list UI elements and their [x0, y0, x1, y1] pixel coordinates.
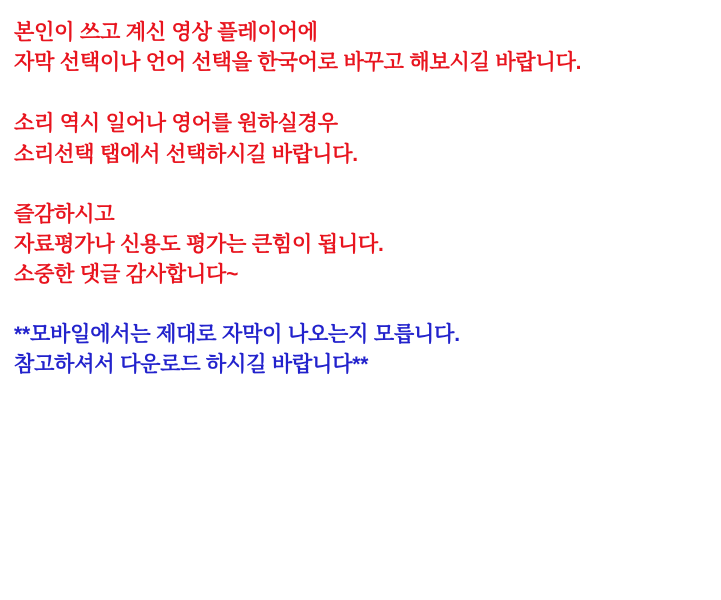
paragraph-thanks — [14, 200, 707, 290]
text-line: 소중한 댓글 감사합니다~ — [14, 263, 239, 286]
text-line: 자막 선택이나 언어 선택을 한국어로 바꾸고 해보시길 바랍니다. — [14, 51, 582, 74]
text-line: 즐감하시고 — [14, 203, 115, 226]
paragraph-mobile-note — [14, 320, 707, 380]
text-line: 소리 역시 일어나 영어를 원하실경우 — [14, 112, 338, 135]
text-line: 자료평가나 신용도 평가는 큰힘이 됩니다. — [14, 233, 384, 256]
paragraph-audio — [14, 108, 707, 170]
text-line: 본인이 쓰고 계신 영상 플레이어에 — [14, 21, 318, 44]
text-line: 소리선택 탭에서 선택하시길 바랍니다. — [14, 143, 358, 166]
paragraph-instructions — [14, 18, 707, 78]
text-line: **모바일에서는 제대로 자막이 나오는지 모릅니다. — [14, 323, 460, 346]
text-line: 참고하셔서 다운로드 하시길 바랍니다** — [14, 353, 369, 376]
